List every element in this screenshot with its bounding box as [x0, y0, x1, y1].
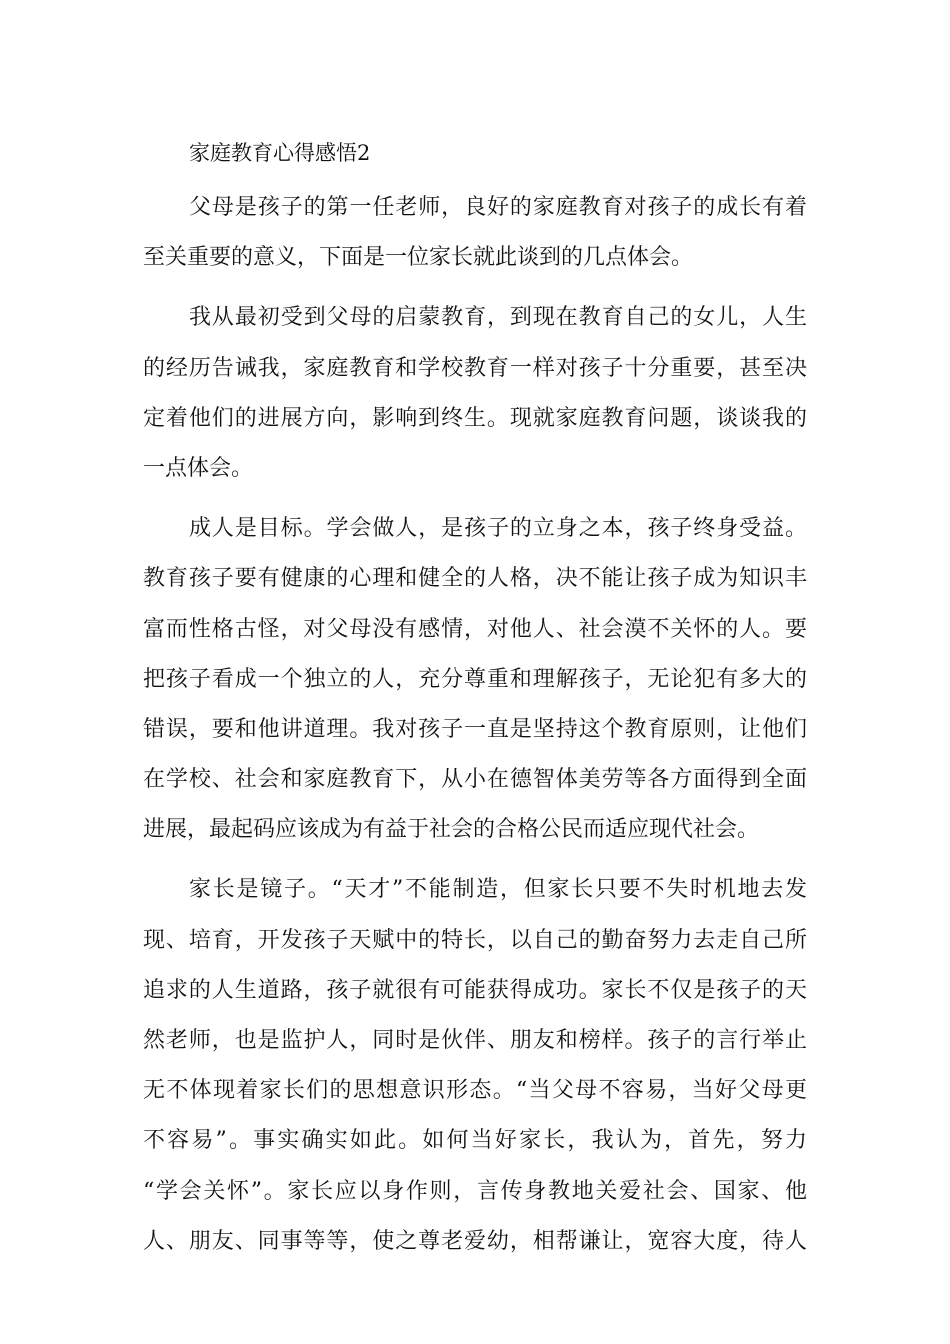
paragraph-intro [143, 183, 807, 283]
document-body [143, 133, 807, 1267]
paragraph-goal [143, 504, 807, 855]
paragraph-line: 错误，要和他讲道理。我对孩子一直是坚持这个教育原则，让他们 [143, 716, 807, 742]
paragraph-line: 追求的人生道路，孩子就很有可能获得成功。家长不仅是孩子的天 [143, 977, 807, 1003]
paragraph-line: 我从最初受到父母的启蒙教育，到现在教育自己的女儿，人生 [189, 305, 807, 331]
paragraph-line: 无不体现着家长们的思想意识形态。“当父母不容易，当好父母更 [143, 1078, 807, 1104]
paragraph-line: “学会关怀”。家长应以身作则，言传身教地关爱社会、国家、他 [143, 1178, 807, 1204]
paragraph-line: 的经历告诫我，家庭教育和学校教育一样对孩子十分重要，甚至决 [143, 355, 807, 381]
paragraph-line: 成人是目标。学会做人，是孩子的立身之本，孩子终身受益。 [189, 516, 807, 542]
paragraph-line: 一点体会。 [143, 455, 254, 481]
paragraph-line: 人、朋友、同事等等，使之尊老爱幼，相帮谦让，宽容大度，待人 [143, 1228, 807, 1254]
paragraph-line: 父母是孩子的第一任老师，良好的家庭教育对孩子的成长有着 [189, 195, 807, 220]
paragraph-line: 把孩子看成一个独立的人，充分尊重和理解孩子，无论犯有多大的 [143, 666, 807, 692]
paragraph-line: 不容易”。事实确实如此。如何当好家长，我认为，首先，努力 [143, 1128, 807, 1154]
paragraph-line: 然老师，也是监护人，同时是伙伴、朋友和榜样。孩子的言行举止 [143, 1028, 807, 1053]
paragraph-line: 现、培育，开发孩子天赋中的特长，以自己的勤奋努力去走自己所 [143, 927, 807, 953]
paragraph-line: 家长是镜子。“天才”不能制造，但家长只要不失时机地去发 [189, 877, 807, 903]
paragraph-mirror [143, 865, 807, 1267]
paragraph-line: 定着他们的进展方向，影响到终生。现就家庭教育问题，谈谈我的 [143, 405, 807, 431]
paragraph-line: 至关重要的意义，下面是一位家长就此谈到的几点体会。 [143, 245, 694, 271]
document-title: 家庭教育心得感悟2 [189, 141, 371, 165]
paragraph-line: 在学校、社会和家庭教育下，从小在德智体美劳等各方面得到全面 [143, 767, 807, 793]
paragraph-line: 富而性格古怪，对父母没有感情，对他人、社会漠不关怀的人。要 [143, 616, 807, 642]
paragraph-line: 教育孩子要有健康的心理和健全的人格，决不能让孩子成为知识丰 [143, 566, 807, 592]
paragraph-line: 进展，最起码应该成为有益于社会的合格公民而适应现代社会。 [143, 817, 760, 843]
paragraph-experience [143, 293, 807, 494]
